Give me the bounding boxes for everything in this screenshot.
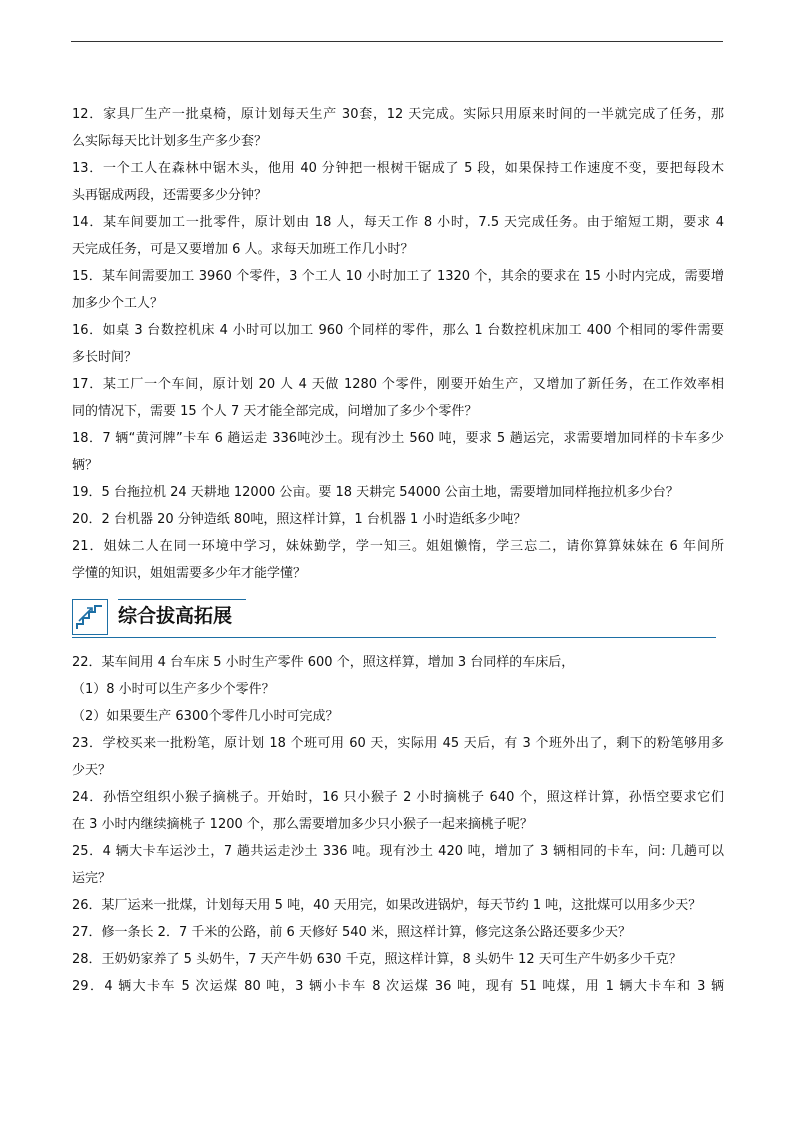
question-line: 头再锯成两段，还需要多少分钟？ <box>72 188 268 203</box>
question-line: 15．某车间需要加工 3960 个零件，3 个工人 10 小时加工了 1320 个，其余的要求在 15 小时内完成，需要增 <box>72 269 724 284</box>
question-line: 同的情况下，需要 15 个人 7 天才能全部完成，问增加了多少个零件？ <box>72 404 478 419</box>
header-rule <box>71 41 723 42</box>
question-line: 13．一个工人在森林中锯木头，他用 40 分钟把一根树干锯成了 5 段，如果保持工作速度不变，要把每段木 <box>72 161 724 176</box>
question-line: 29．4 辆大卡车 5 次运煤 80 吨，3 辆小卡车 8 次运煤 36 吨，现有 51 吨煤，用 1 辆大卡车和 3 辆 <box>72 979 724 994</box>
question-line: 23．学校买来一批粉笔，原计划 18 个班可用 60 天，实际用 45 天后，有 3 个班外出了，剩下的粉笔够用多 <box>72 736 724 751</box>
question-line: 学懂的知识，姐姐需要多少年才能学懂？ <box>72 566 307 581</box>
question-line: 27．修一条长 2．7 千米的公路，前 6 天修好 540 米，照这样计算，修完这条公路还要多少天？ <box>72 925 631 940</box>
stairs-arrow-icon <box>72 599 108 635</box>
question-line: 加多少个工人？ <box>72 296 164 311</box>
question-list-advanced <box>72 649 724 1000</box>
question-line: 24．孙悟空组织小猴子摘桃子。开始时，16 只小猴子 2 小时摘桃子 640 个，照这样计算，孙悟空要求它们 <box>72 790 724 805</box>
question-line: 21．姐妹二人在同一环境中学习，妹妹勤学，学一知三。姐姐懒惰，学三忘二，请你算算妹妹在 6 年间所 <box>72 539 724 554</box>
question-line: （1）8 小时可以生产多少个零件？ <box>72 682 275 697</box>
question-line: （2）如果要生产 6300个零件几小时可完成？ <box>72 709 339 724</box>
question-line: 辆？ <box>72 458 99 473</box>
section-underline <box>72 637 716 638</box>
question-line: 19．5 台拖拉机 24 天耕地 12000 公亩。要 18 天耕完 54000 公亩土地，需要增加同样拖拉机多少台？ <box>72 485 679 500</box>
question-line: 12．家具厂生产一批桌椅，原计划每天生产 30套，12 天完成。实际只用原来时间的一半就完成了任务，那 <box>72 107 724 122</box>
question-list-basic <box>72 101 724 587</box>
section-title-overline <box>118 599 246 600</box>
question-line: 14．某车间要加工一批零件，原计划由 18 人，每天工作 8 小时，7.5 天完成任务。由于缩短工期，要求 4 <box>72 215 724 230</box>
question-line: 少天？ <box>72 763 112 778</box>
question-line: 18．7 辆“黄河牌”卡车 6 趟运走 336吨沙土。现有沙土 560 吨，要求 5 趟运完，求需要增加同样的卡车多少 <box>72 431 724 446</box>
question-line: 天完成任务，可是又要增加 6 人。求每天加班工作几小时？ <box>72 242 414 257</box>
question-line: 20．2 台机器 20 分钟造纸 80吨，照这样计算，1 台机器 1 小时造纸多少吨？ <box>72 512 527 527</box>
question-line: 22．某车间用 4 台车床 5 小时生产零件 600 个，照这样算，增加 3 台同样的车床后， <box>72 655 575 670</box>
question-line: 么实际每天比计划多生产多少套？ <box>72 134 268 149</box>
document-body <box>72 101 724 1000</box>
question-line: 16．如桌 3 台数控机床 4 小时可以加工 960 个同样的零件，那么 1 台数控机床加工 400 个相同的零件需要 <box>72 323 724 338</box>
question-line: 17．某工厂一个车间，原计划 20 人 4 天做 1280 个零件，刚要开始生产，又增加了新任务，在工作效率相 <box>72 377 724 392</box>
question-line: 在 3 小时内继续摘桃子 1200 个，那么需要增加多少只小猴子一起来摘桃子呢？ <box>72 817 533 832</box>
section-header <box>72 593 724 645</box>
question-line: 28．王奶奶家养了 5 头奶牛，7 天产牛奶 630 千克，照这样计算，8 头奶牛 12 天可生产牛奶多少千克？ <box>72 952 682 967</box>
question-line: 运完？ <box>72 871 112 886</box>
question-line: 26．某厂运来一批煤，计划每天用 5 吨，40 天用完，如果改进锅炉，每天节约 1 吨，这批煤可以用多少天？ <box>72 898 702 913</box>
section-title: 综合拔高拓展 <box>118 605 233 627</box>
question-line: 25．4 辆大卡车运沙土，7 趟共运走沙土 336 吨。现有沙土 420 吨，增加了 3 辆相同的卡车，问: 几趟可以 <box>72 844 724 859</box>
question-line: 多长时间？ <box>72 350 138 365</box>
